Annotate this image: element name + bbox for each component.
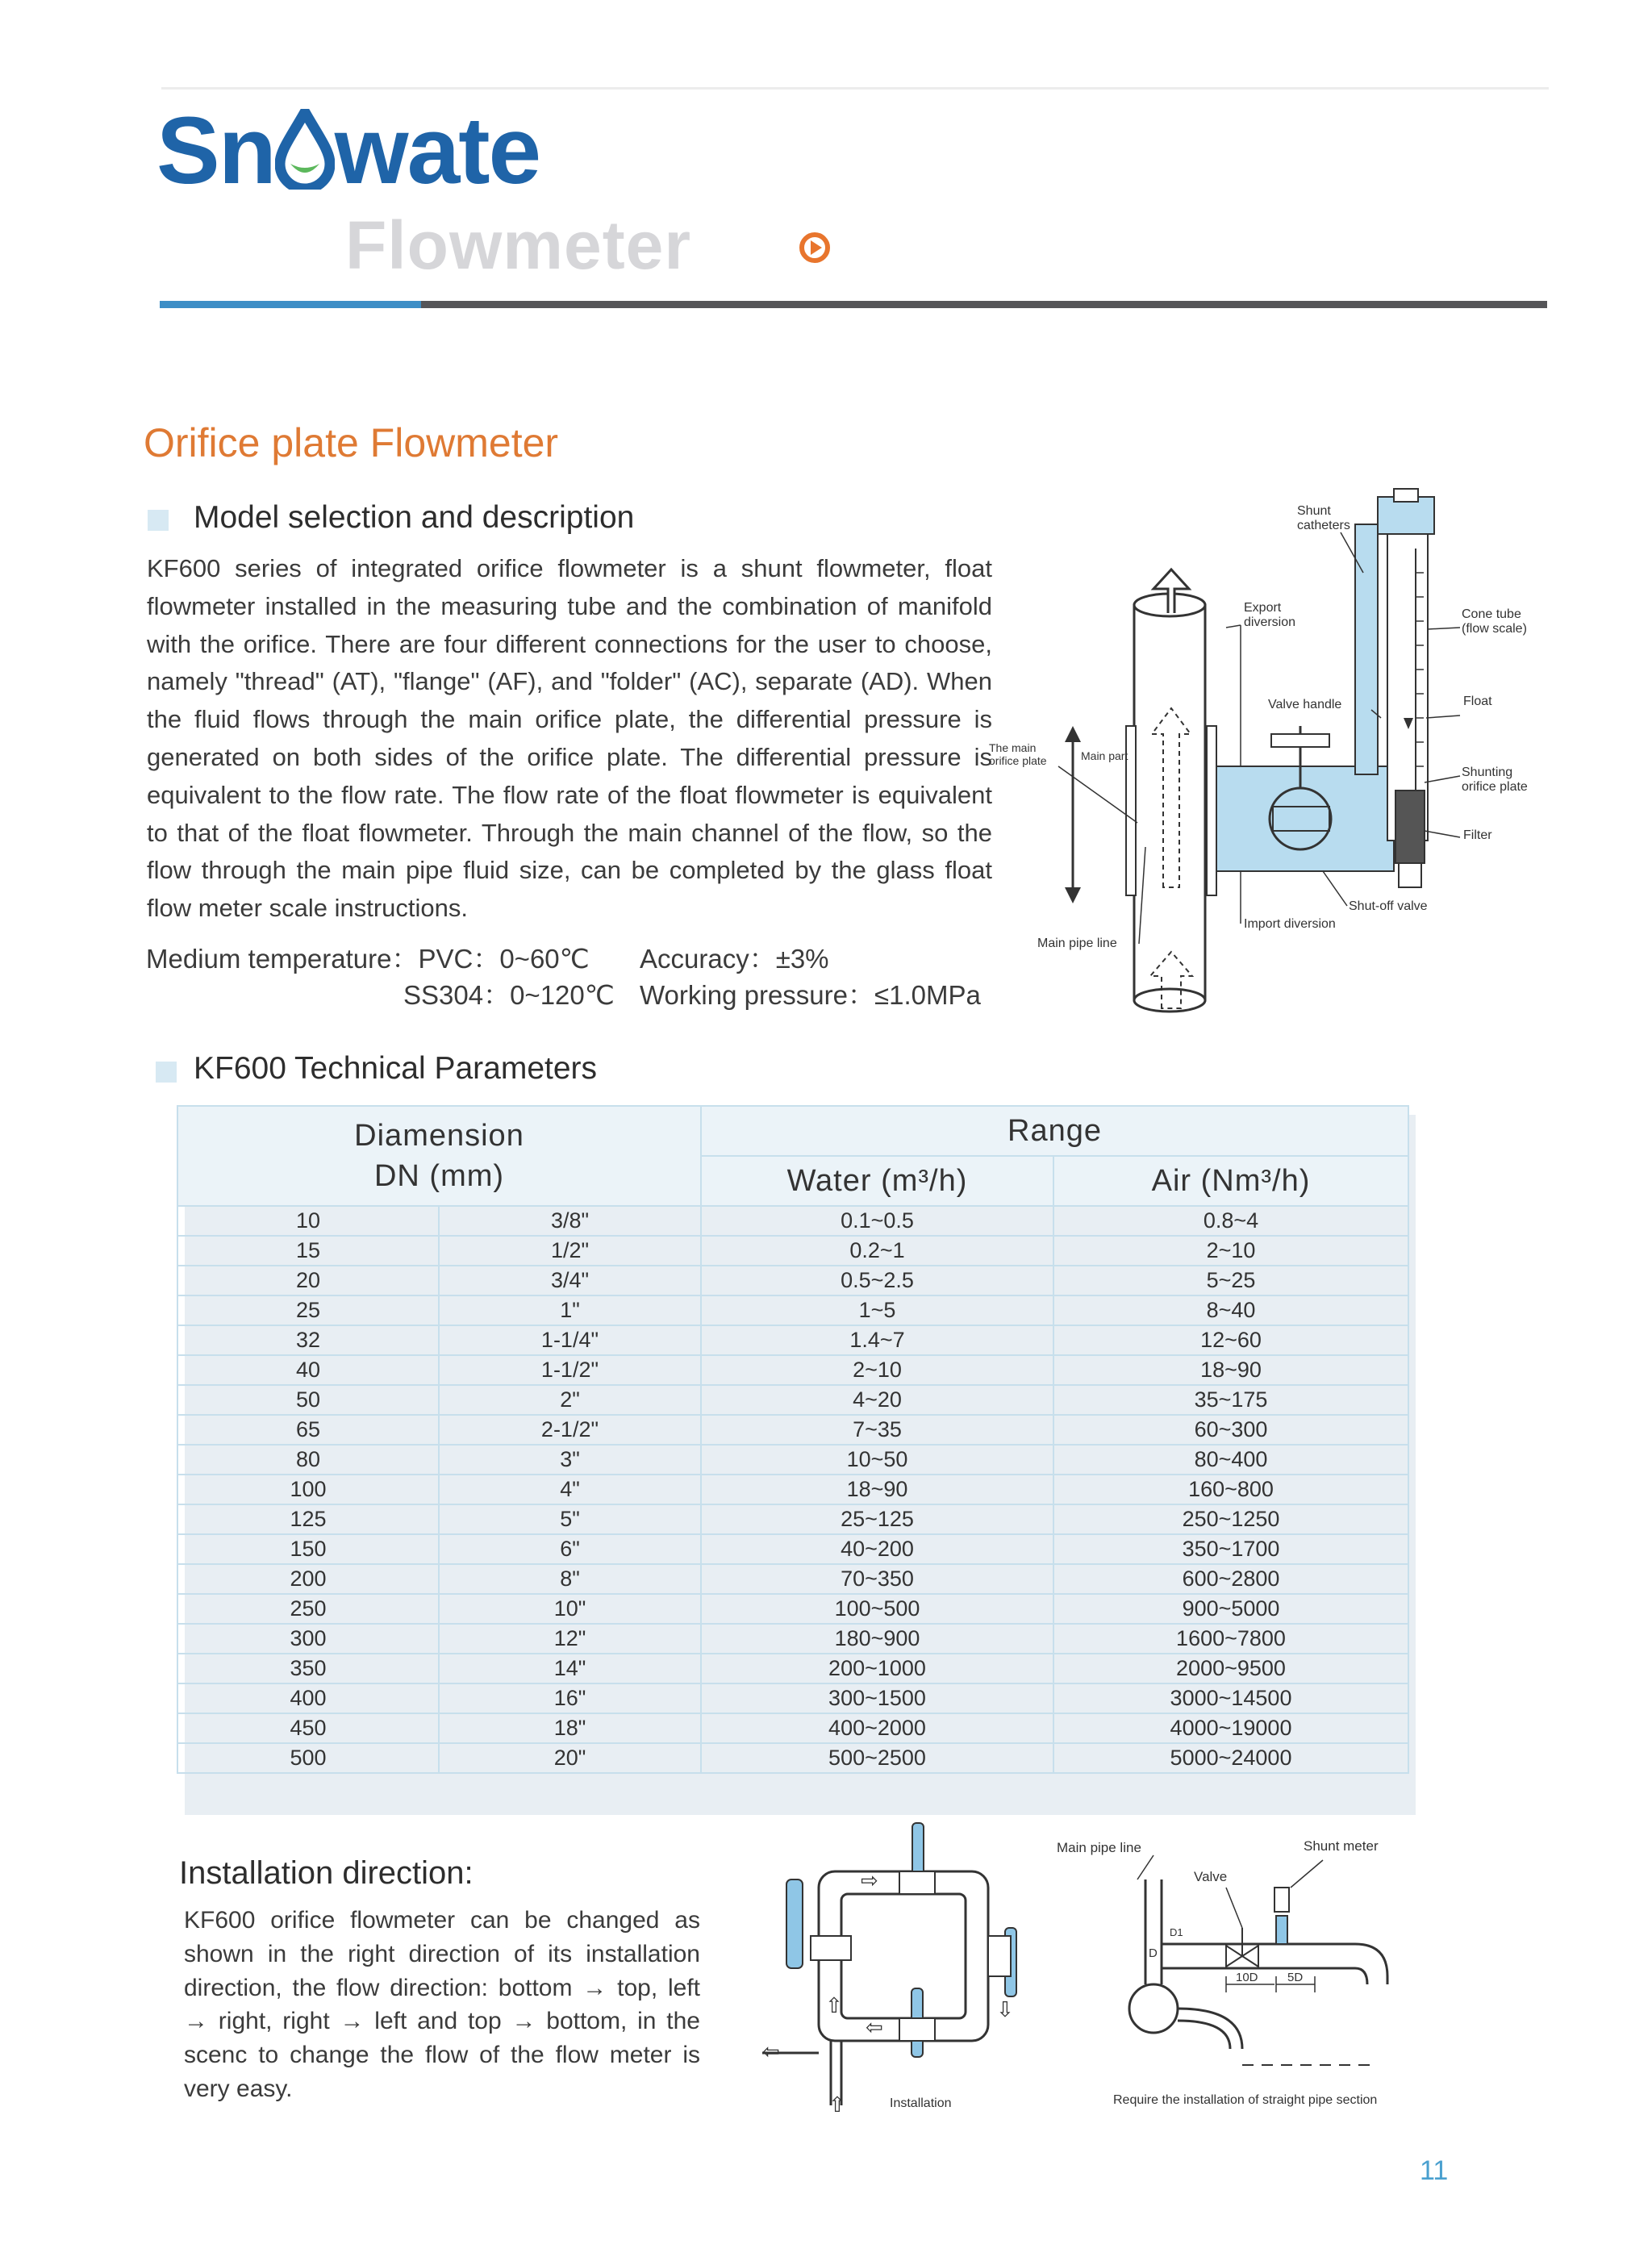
installation-direction-diagram bbox=[754, 1815, 1053, 2113]
page-title: Orifice plate Flowmeter bbox=[144, 420, 559, 465]
label-export-1: Export bbox=[1244, 601, 1282, 615]
label-main-pipe-line: Main pipe line bbox=[1037, 937, 1117, 950]
cell-dn-mm: 15 bbox=[177, 1236, 439, 1266]
cell-dn-inch: 6" bbox=[439, 1534, 701, 1564]
cell-dn-mm: 250 bbox=[177, 1594, 439, 1624]
label-10d: 10D bbox=[1236, 1971, 1258, 1984]
header-dimension-line2: DN (mm) bbox=[373, 1159, 505, 1193]
label-d: D bbox=[1149, 1946, 1158, 1960]
table-row bbox=[177, 1475, 1408, 1504]
caption-installation: Installation bbox=[890, 2096, 952, 2110]
caption-straight-pipe: Require the installation of straight pipe section bbox=[1113, 2093, 1378, 2107]
label-cone-tube-1: Cone tube bbox=[1462, 607, 1521, 621]
table-row bbox=[177, 1325, 1408, 1355]
parameters-table bbox=[177, 1105, 1409, 1774]
cell-dn-inch: 10" bbox=[439, 1594, 701, 1624]
svg-text:⇩: ⇩ bbox=[996, 1997, 1014, 2021]
table-row bbox=[177, 1624, 1408, 1654]
cell-water-range: 400~2000 bbox=[701, 1713, 1053, 1743]
cell-air-range: 60~300 bbox=[1053, 1415, 1408, 1445]
svg-text:⇨: ⇨ bbox=[861, 1868, 878, 1892]
cell-air-range: 2000~9500 bbox=[1053, 1654, 1408, 1683]
cell-water-range: 25~125 bbox=[701, 1504, 1053, 1534]
table-row bbox=[177, 1534, 1408, 1564]
cell-dn-inch: 4" bbox=[439, 1475, 701, 1504]
label-shunt-catheters-2: catheters bbox=[1297, 519, 1350, 532]
straight-pipe-diagram bbox=[1049, 1839, 1452, 2113]
header-air: Air (Nm³/h) bbox=[1053, 1156, 1408, 1206]
table-row bbox=[177, 1295, 1408, 1325]
label-export-2: diversion bbox=[1244, 615, 1296, 629]
section-bullet-icon bbox=[148, 510, 169, 531]
label-shunting-1: Shunting bbox=[1462, 766, 1513, 779]
play-arrow-icon bbox=[799, 232, 831, 264]
description-paragraph: KF600 series of integrated orifice flowmeter is a shunt flowmeter, float flowmeter installed in the measuring tube and the combination of manifold with the orifice. There are four different connections for the user to choose, namely "thread" (AT), "flange" (AF), and "folder" (AC), separate (AD). When the fluid flows through the main orifice plate, the differential pressure is generated on both sides of the orifice plate. The differential pressure is equivalent to the flow rate. The flow rate of the float flowmeter is equivalent to that of the float flowmeter. Through the main channel of the flow, so the flow through the main pipe fluid size, can be completed by the glass float flow meter scale instructions. bbox=[147, 554, 992, 923]
installation-description: KF600 orifice flowmeter can be changed as shown in the right direction of its installation direction, the flow direction: bottom → top, left → right, right → left and top → bottom, in the scenc to change the flow of the flow meter is very easy. bbox=[184, 1907, 700, 2102]
cell-air-range: 160~800 bbox=[1053, 1475, 1408, 1504]
cell-water-range: 1.4~7 bbox=[701, 1325, 1053, 1355]
table-row bbox=[177, 1355, 1408, 1385]
cell-dn-mm: 80 bbox=[177, 1445, 439, 1475]
cell-dn-mm: 500 bbox=[177, 1743, 439, 1773]
installation-title: Installation direction: bbox=[179, 1855, 473, 1891]
table-row bbox=[177, 1236, 1408, 1266]
label-filter: Filter bbox=[1463, 828, 1492, 842]
svg-text:⇦: ⇦ bbox=[762, 2039, 780, 2063]
logo-text-suffix: wate bbox=[334, 98, 540, 204]
cell-air-range: 18~90 bbox=[1053, 1355, 1408, 1385]
cell-dn-inch: 5" bbox=[439, 1504, 701, 1534]
cell-water-range: 180~900 bbox=[701, 1624, 1053, 1654]
table-row bbox=[177, 1713, 1408, 1743]
table-row bbox=[177, 1385, 1408, 1415]
label-shunt-catheters-1: Shunt bbox=[1297, 504, 1331, 518]
top-rule bbox=[161, 87, 1549, 90]
cell-dn-mm: 350 bbox=[177, 1654, 439, 1683]
table-row bbox=[177, 1504, 1408, 1534]
table-row bbox=[177, 1683, 1408, 1713]
table-row bbox=[177, 1743, 1408, 1773]
cell-dn-mm: 10 bbox=[177, 1206, 439, 1236]
cell-water-range: 300~1500 bbox=[701, 1683, 1053, 1713]
cell-dn-mm: 100 bbox=[177, 1475, 439, 1504]
cell-water-range: 1~5 bbox=[701, 1295, 1053, 1325]
cell-dn-mm: 400 bbox=[177, 1683, 439, 1713]
spec-temperature-ss304: SS304：0~120℃ bbox=[403, 980, 615, 1010]
cell-dn-inch: 1-1/4" bbox=[439, 1325, 701, 1355]
cell-water-range: 200~1000 bbox=[701, 1654, 1053, 1683]
cell-dn-inch: 16" bbox=[439, 1683, 701, 1713]
cell-dn-inch: 3/4" bbox=[439, 1266, 701, 1295]
svg-text:⇧: ⇧ bbox=[828, 2092, 846, 2113]
cell-water-range: 70~350 bbox=[701, 1564, 1053, 1594]
label-valve-handle: Valve handle bbox=[1268, 698, 1342, 711]
cell-air-range: 5~25 bbox=[1053, 1266, 1408, 1295]
cell-dn-mm: 450 bbox=[177, 1713, 439, 1743]
cell-dn-mm: 65 bbox=[177, 1415, 439, 1445]
cell-dn-inch: 1/2" bbox=[439, 1236, 701, 1266]
table-row bbox=[177, 1594, 1408, 1624]
parameters-table-body bbox=[177, 1206, 1408, 1773]
cell-air-range: 250~1250 bbox=[1053, 1504, 1408, 1534]
cell-air-range: 0.8~4 bbox=[1053, 1206, 1408, 1236]
label-float: Float bbox=[1463, 695, 1492, 708]
cell-air-range: 3000~14500 bbox=[1053, 1683, 1408, 1713]
cell-dn-mm: 300 bbox=[177, 1624, 439, 1654]
table-row bbox=[177, 1266, 1408, 1295]
label-shunt-meter: Shunt meter bbox=[1304, 1839, 1379, 1854]
label-valve: Valve bbox=[1194, 1869, 1228, 1884]
page-number: 11 bbox=[1420, 2155, 1449, 2186]
table-row bbox=[177, 1564, 1408, 1594]
cell-water-range: 0.2~1 bbox=[701, 1236, 1053, 1266]
table-row bbox=[177, 1206, 1408, 1236]
cell-dn-mm: 150 bbox=[177, 1534, 439, 1564]
section-heading-params: KF600 Technical Parameters bbox=[194, 1051, 598, 1086]
cell-dn-inch: 8" bbox=[439, 1564, 701, 1594]
cell-dn-inch: 20" bbox=[439, 1743, 701, 1773]
svg-text:⇧: ⇧ bbox=[825, 1993, 843, 2017]
cell-water-range: 0.5~2.5 bbox=[701, 1266, 1053, 1295]
cell-water-range: 0.1~0.5 bbox=[701, 1206, 1053, 1236]
header-range: Range bbox=[701, 1106, 1408, 1156]
cell-air-range: 600~2800 bbox=[1053, 1564, 1408, 1594]
cell-water-range: 100~500 bbox=[701, 1594, 1053, 1624]
flowmeter-structure-diagram bbox=[984, 484, 1549, 1016]
cell-water-range: 4~20 bbox=[701, 1385, 1053, 1415]
cell-air-range: 8~40 bbox=[1053, 1295, 1408, 1325]
label-d1: D1 bbox=[1170, 1926, 1183, 1938]
cell-water-range: 500~2500 bbox=[701, 1743, 1053, 1773]
table-row bbox=[177, 1445, 1408, 1475]
label-import-diversion: Import diversion bbox=[1244, 917, 1336, 931]
label-main-orifice-1: The main bbox=[989, 741, 1037, 754]
brand-logo bbox=[156, 98, 540, 204]
spec-pressure: Working pressure：≤1.0MPa bbox=[640, 980, 981, 1010]
cell-dn-inch: 14" bbox=[439, 1654, 701, 1683]
header-band bbox=[421, 301, 1547, 308]
cell-dn-inch: 12" bbox=[439, 1624, 701, 1654]
cell-dn-mm: 40 bbox=[177, 1355, 439, 1385]
header-band-accent bbox=[160, 301, 421, 308]
cell-air-range: 5000~24000 bbox=[1053, 1743, 1408, 1773]
cell-dn-mm: 125 bbox=[177, 1504, 439, 1534]
cell-dn-mm: 200 bbox=[177, 1564, 439, 1594]
label-main-part: Main part bbox=[1081, 749, 1128, 762]
cell-water-range: 2~10 bbox=[701, 1355, 1053, 1385]
cell-air-range: 900~5000 bbox=[1053, 1594, 1408, 1624]
cell-air-range: 350~1700 bbox=[1053, 1534, 1408, 1564]
cell-air-range: 35~175 bbox=[1053, 1385, 1408, 1415]
water-drop-icon bbox=[275, 109, 335, 190]
label-shunting-2: orifice plate bbox=[1462, 780, 1528, 794]
cell-dn-mm: 25 bbox=[177, 1295, 439, 1325]
table-row bbox=[177, 1654, 1408, 1683]
cell-dn-inch: 1-1/2" bbox=[439, 1355, 701, 1385]
label-main-pipe: Main pipe line bbox=[1057, 1840, 1141, 1855]
cell-dn-inch: 3/8" bbox=[439, 1206, 701, 1236]
cell-water-range: 7~35 bbox=[701, 1415, 1053, 1445]
cell-air-range: 2~10 bbox=[1053, 1236, 1408, 1266]
logo-text-prefix: Sn bbox=[156, 98, 275, 204]
section-bullet-icon bbox=[156, 1062, 177, 1083]
label-shutoff-valve: Shut-off valve bbox=[1349, 899, 1428, 913]
section-heading-model: Model selection and description bbox=[194, 500, 635, 535]
cell-air-range: 4000~19000 bbox=[1053, 1713, 1408, 1743]
cell-dn-inch: 2" bbox=[439, 1385, 701, 1415]
cell-water-range: 18~90 bbox=[701, 1475, 1053, 1504]
svg-text:⇦: ⇦ bbox=[866, 2015, 883, 2039]
cell-air-range: 1600~7800 bbox=[1053, 1624, 1408, 1654]
cell-dn-mm: 20 bbox=[177, 1266, 439, 1295]
spec-temperature: Medium temperature：PVC：0~60℃ bbox=[146, 944, 590, 974]
header-water: Water (m³/h) bbox=[701, 1156, 1053, 1206]
spec-accuracy: Accuracy：±3% bbox=[640, 944, 829, 974]
label-5d: 5D bbox=[1287, 1971, 1304, 1984]
cell-dn-inch: 3" bbox=[439, 1445, 701, 1475]
cell-water-range: 10~50 bbox=[701, 1445, 1053, 1475]
logo-subtitle: Flowmeter bbox=[345, 207, 692, 283]
cell-dn-inch: 1" bbox=[439, 1295, 701, 1325]
label-main-orifice-2: orifice plate bbox=[989, 754, 1047, 767]
label-cone-tube-2: (flow scale) bbox=[1462, 622, 1527, 636]
table-row bbox=[177, 1415, 1408, 1445]
cell-dn-inch: 2-1/2" bbox=[439, 1415, 701, 1445]
cell-dn-mm: 50 bbox=[177, 1385, 439, 1415]
cell-air-range: 12~60 bbox=[1053, 1325, 1408, 1355]
cell-dn-inch: 18" bbox=[439, 1713, 701, 1743]
cell-air-range: 80~400 bbox=[1053, 1445, 1408, 1475]
cell-dn-mm: 32 bbox=[177, 1325, 439, 1355]
header-dimension-line1: Diamension bbox=[354, 1119, 524, 1153]
cell-water-range: 40~200 bbox=[701, 1534, 1053, 1564]
header-dimension bbox=[177, 1106, 701, 1206]
